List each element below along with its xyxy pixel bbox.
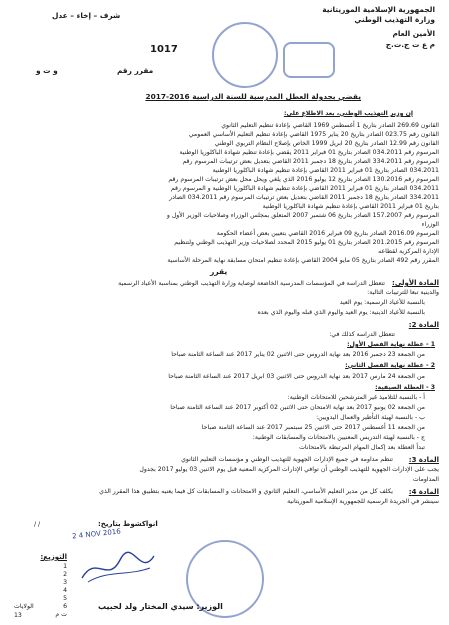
recital-item: المرسوم رقم 201.2015 الصادر بتاريخ 01 يوليو 2015 المحدد لصلاحيات وزير التهذيب الوطني ولتنظيم — [174, 239, 439, 246]
article-4-line: يكلف كل من مدير التعليم الأساسي، التعليم الثانوي و الامتحانات و المسابقات كل فيما يعنيه بتطبيق هذا المقرر الذي — [99, 488, 393, 495]
distribution-item: 6 — [63, 603, 67, 610]
minister-name: الوزير: سيدي المختار ولد لحبيب — [98, 602, 223, 611]
recital-item: 034.2011 الصادر بتاريخ 01 فبراير 2011 القاضي بإعادة تنظيم شهادة الباكلوريا الوطنية و المرسوم رقم — [170, 185, 439, 192]
article-2-section-3-line: ج - بالنسبة لهيئة التدريس المعنيين بالامتحانات والمسابقات الوطنية: — [252, 434, 425, 441]
article-3-label: المادة 3: — [408, 456, 439, 464]
article-2-section-3-line: تبدأ العطلة بعد إكمال المهام المرتبطة بالامتحانات — [299, 444, 425, 451]
date-stamp: 2 4 NOV 2016 — [71, 527, 122, 541]
article-3-line: المداومات — [412, 476, 439, 483]
distribution-item: 1 — [63, 563, 67, 570]
article-4-label: المادة 4: — [408, 488, 439, 496]
decree-suffix: و ت و — [36, 66, 58, 75]
motto: شرف – إخاء – عدل — [52, 11, 121, 20]
recital-item: القانون رقم 12.99 الصادر بتاريخ 20 ابريل 1999 الخاص بإصلاح النظام التربوي الوطني — [214, 140, 439, 147]
intro-line: إن وزير التهذيب الوطني، بعد الاطلاع على: — [283, 110, 413, 117]
recital-item: بتاريخ 01 فبراير 2011 القاضي بإعادة تنظيم شهادة الباكلوريا الوطنية — [262, 203, 439, 210]
article-4-line: سينشر في الجريدة الرسمية للجمهورية الإسلامية الموريتانية — [287, 498, 439, 505]
recital-item: المرسوم 2016.09 الصادر بتاريخ 09 فبراير 2016 القاضي بتعيين بعض أعضاء الحكومة — [216, 230, 439, 237]
decree-number-value: 1017 — [150, 44, 178, 55]
recital-item: 334.2011 الصادر بتاريخ 18 دجمبر 2011 القاضي بتعديل بعض ترتيبات المرسوم رقم 034.2011 الصادر — [169, 194, 439, 201]
article-2-section-2-title: 2 - عطلة نهاية الفصل الثاني: — [345, 362, 435, 369]
distribution-item: 2 — [63, 571, 67, 578]
distribution-item: 13 — [14, 612, 22, 619]
date-slashes: / / — [34, 521, 41, 528]
recital-item: الإدارة المركزية لقطاعه — [378, 248, 439, 255]
office-code: م ع ت ج.ت.ج — [385, 40, 435, 49]
registry-stamp-icon — [283, 42, 335, 78]
distribution-item: ت م — [55, 611, 67, 618]
distribution-item: 4 — [63, 587, 67, 594]
recital-item: المرسوم رقم 157.2007 الصادر بتاريخ 06 شتمبر 2007 المتعلق بمجلس الوزراء وصلاحيات الوزير الأول و — [166, 212, 439, 219]
article-2-section-3-line: ب - بالنسبة لهيئة التأطير والعمال اليدويين: — [316, 414, 425, 421]
office-name: الأمين العام — [392, 29, 435, 38]
recital-item: الوزراء — [421, 221, 439, 228]
article-2-section-3-title: 3 - العطلة الصيفية: — [375, 384, 435, 391]
recital-item: المقرر رقم 492 الصادر بتاريخ 05 مايو 2004 القاضي بإعادة تنظيم امتحان مسابقة نهاية المرحلة الأساسية — [167, 257, 439, 264]
article-1-line: تتعطل الدراسة في المؤسسات المدرسية الخاضعة لوصاية وزارة التهذيب الوطني بمناسبة الأعياد الرسمية — [118, 280, 385, 287]
decree-number — [150, 44, 178, 55]
recital-item: القانون رقم 023.75 الصادر بتاريخ 20 يناير 1975 القاضي بإعادة تنظيم التعليم الأساسي العمومي — [188, 131, 439, 138]
article-2-label: المادة 2: — [408, 321, 439, 329]
article-3-line: يجب على الإدارات الجهوية للتهذيب الوطني أن توافي الإدارات المركزية المعنية قبل يوم الاثنين 03 يوليو 2017 بجدول — [139, 466, 439, 473]
article-3-line: تنظم مداومة في جميع الإدارات الجهوية للتهذيب الوطني و مؤسسات التعليم الثانوي — [181, 456, 393, 463]
distribution-item: 5 — [63, 595, 67, 602]
article-2-section-3-line: من الجمعة 11 أغسطس 2017 حتى الاثنين 25 سبتمبر 2017 عند الساعة الثامنة صباحا — [201, 424, 425, 431]
article-2-section-3-line: أ - بالنسبة للتلاميذ غير المترشحين للامتحانات الوطنية: — [287, 394, 425, 401]
article-2-intro: تتعطل الدراسة كذلك في: — [329, 331, 395, 338]
article-2-section-3-line: من الجمعة 02 يونيو 2017 بعد نهاية الامتحان حتى الاثنين 02 أكتوبر 2017 عند الساعة الثامنة صباحا — [170, 404, 425, 411]
recital-item: المرسوم رقم 130.2016 الصادر بتاريخ 12 يوليو 2016 الذي يلغي ويحل محل بعض ترتيبات المرسوم رقم — [168, 176, 439, 183]
decree-title: يقضي بجدولة العطل المدرسية للسنة الدراسية 2016-2017 — [145, 92, 361, 101]
distribution-item: 3 — [63, 579, 67, 586]
republic-name: الجمهورية الإسلامية الموريتانية — [322, 5, 435, 14]
article-1-label: المادة الأولى: — [392, 279, 439, 287]
recital-item: المرسوم رقم 034.2011 الصادر بتاريخ 01 فبراير 2011 يقضي بإعادة تنظيم شهادة الباكلوريا الوطنية — [179, 149, 439, 156]
recital-item: المرسوم رقم 334.2011 الصادر بتاريخ 18 دجمبر 2011 القاضي بتعديل بعض ترتيبات المرسوم رقم — [182, 158, 439, 165]
article-2-section-1-title: 1 - عطلة نهاية الفصل الأول: — [347, 341, 435, 348]
article-1-line: والدينية تبعا للترتيبات التالية: — [367, 289, 439, 296]
decree-number-label: مقرر رقم — [117, 66, 154, 75]
distribution-item: الولايات — [14, 603, 34, 610]
article-1-line: بالنسبة للأعياد الدينية: يوم العيد واليوم الذي قبله واليوم الذي بعده — [257, 309, 425, 316]
recital-item: 034.2011 الصادر بتاريخ 01 فبراير 2011 القاضي بإعادة تنظيم شهادة الباكلوريا الوطنية — [212, 167, 439, 174]
ministry-name: وزارة التهذيب الوطني — [354, 15, 435, 24]
signature-icon — [78, 548, 158, 588]
article-1-line: بالنسبة للأعياد الرسمية: يوم العيد — [339, 299, 425, 306]
distribution-title: التوزيع: — [40, 553, 67, 561]
article-2-section-2-line: من الجمعة 24 مارس 2017 بعد نهاية الدروس حتى الاثنين 03 ابريل 2017 عند الساعة الثامنة صباحا — [168, 373, 425, 380]
ministry-seal-icon — [212, 22, 278, 88]
place-date-label: انواكشوط بتاريخ: — [98, 520, 158, 528]
decides-heading: يقرر — [210, 267, 228, 276]
recital-item: القانون 269.69 الصادر بتاريخ 1 أغسطس 1969 القاضي بإعادة تنظيم التعليم الثانوي — [221, 122, 439, 129]
article-2-section-1-line: من الجمعة 23 دجمبر 2016 بعد نهاية الدروس حتى الاثنين 02 يناير 2017 عند الساعة الثامنة صباحا — [171, 351, 425, 358]
